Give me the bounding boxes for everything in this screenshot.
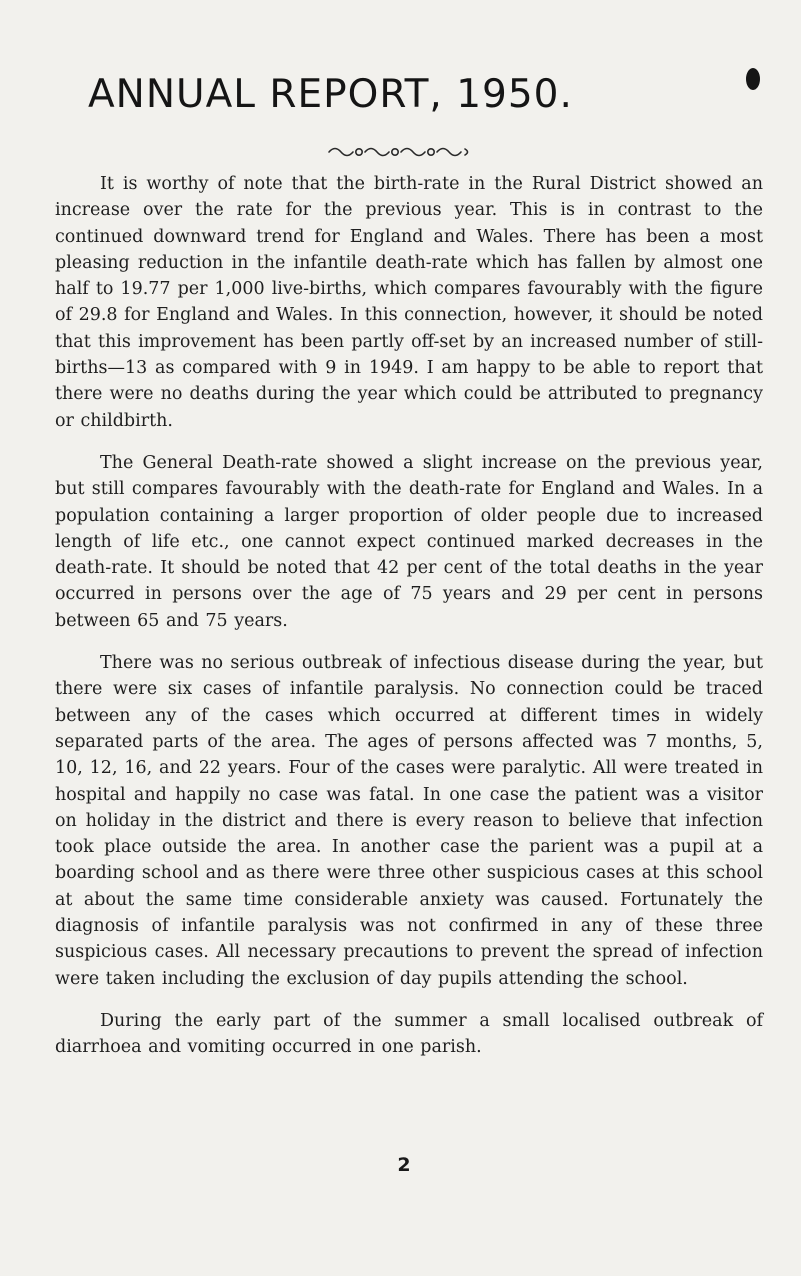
scroll-ornament-icon — [325, 143, 475, 161]
ink-blot-icon — [746, 68, 760, 90]
paragraph-infectious-disease: There was no serious outbreak of infectious disease during the year, but there were six cases of infantile paralysis. No connection could be traced between any of the cases which occurred at different times in widely separated parts of the area. The ages of persons affected was 7 months, 5, 10, 12, 16, and 22 years. Four of the cases were paralytic. All were treated in hospital and happily no case was fatal. In one case the patient was a visitor on holiday in the district and there is every reason to believe that infection took place outside the area. In another case the parient was a pupil at a boarding school and as there were three other suspicious cases at this school at about the same time considerable anxiety was caused. Fortunately the diagnosis of infantile paralysis was not confirmed in any of these three suspicious cases. All necessary precautions to prevent the spread of infection were taken including the exclusion of day pupils attending the school. — [55, 653, 763, 989]
paragraph-diarrhoea-outbreak: During the early part of the summer a small localised outbreak of diarrhoea and vomiting occurred in one parish. — [55, 1010, 763, 1058]
page-number: 2 — [397, 1154, 411, 1176]
paragraph-birth-rate: It is worthy of note that the birth-rate in the Rural District showed an increase over the rate for the previous year. This is in contrast to the continued downward trend for England and Wales. There has been a most pleasing reduction in the infantile death-rate which has fallen by almost one half to 19.77 per 1,000 live-births, which compares favourably with the figure of 29.8 for England and Wales. In this connection, however, it should be noted that this improvement has been partly off-set by an increased number of still-births—13 as compared with 9 in 1949. I am happy to be able to report that there were no deaths during the year which could be attributed to pregnancy or childbirth. — [55, 174, 763, 431]
paragraph-death-rate: The General Death-rate showed a slight increase on the previous year, but still compares favourably with the death-rate for England and Wales. In a population containing a larger proportion of older people due to increased length of life etc., one cannot expect continued marked decreases in the death-rate. It should be noted that 42 per cent of the total deaths in the year occurred in persons over the age of 75 years and 29 per cent in persons between 65 and 75 years. — [55, 452, 763, 631]
report-body — [55, 171, 763, 1077]
page-title: ANNUAL REPORT, 1950. — [88, 72, 573, 117]
